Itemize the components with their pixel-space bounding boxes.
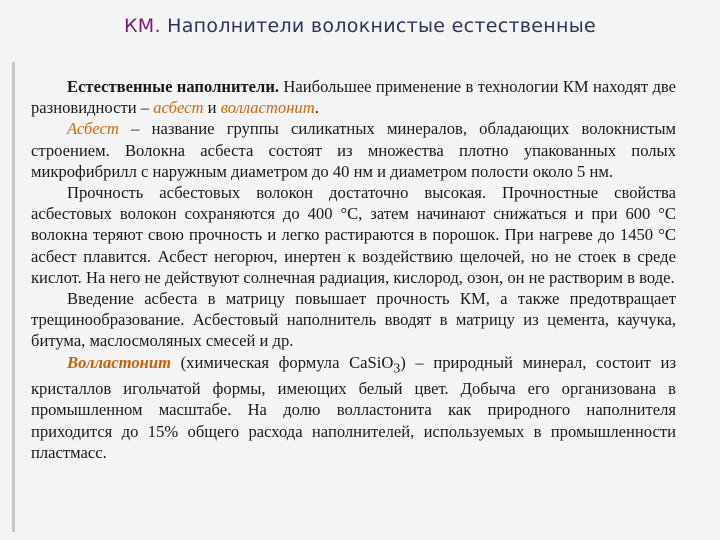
paragraph-wollastonite [31,352,676,463]
title-prefix: КМ. [123,15,161,37]
paragraph-text: ) – природный минерал, состоит из кристаллов игольчатой формы, имеющих белый цвет. Добыча его организована в промышленном масштабе. На долю волластонита как природного наполнителя приходится до 15% общего расхода наполнителей, используемых в промышленности пластмасс. [31,352,676,462]
paragraph-text: и [203,98,221,118]
formula-subscript: 3 [393,359,401,375]
paragraph-text: (химическая формула CaSiO [170,352,394,372]
lead-heading: Естественные наполнители. [67,77,280,96]
paragraph-text: – название группы силикатных минералов, обладающих волокнистым строением. Волокна асбеста состоят из множества плотно упакованных полых микрофибрилл с наружным диаметром до 40 нм и диаметром полости около 5 нм. [31,119,676,181]
paragraph-asbestos-matrix: Введение асбеста в матрицу повышает прочность КМ, а также предотвращает трещинообразование. Асбестовый наполнитель вводят в матрицу из цемента, каучука, битума, маслосмоляных смесей и др. [31,289,676,351]
title-text: Наполнители волокнистые естественные [160,15,597,37]
term-asbestos-heading: Асбест [67,119,119,139]
paragraph-text: . [314,98,319,118]
term-wollastonite-heading: Волластонит [67,352,171,372]
paragraph-intro [31,76,676,118]
left-accent-rule [12,62,15,532]
slide-title [0,0,720,52]
term-asbestos: асбест [153,98,204,118]
paragraph-asbestos-strength: Прочность асбестовых волокон достаточно высокая. Прочностные свойства асбестовых волокон сохраняются до 400 °С, затем начинают снижаться и при 600 °С волокна теряют свою прочность и легко растираются в порошок. При нагреве до 1450 °С асбест плавится. Асбест негорюч, инертен к воздействию щелочей, но не стоек в среде кислот. На него не действуют солнечная радиация, кислород, озон, он не растворим в воде. [31,183,676,287]
body-text [31,76,676,463]
term-wollastonite: волластонит [220,98,315,118]
paragraph-asbestos-definition [31,118,676,182]
paragraph-text: Наибольшее применение в технологии КМ находят две разновидности – [31,77,676,118]
